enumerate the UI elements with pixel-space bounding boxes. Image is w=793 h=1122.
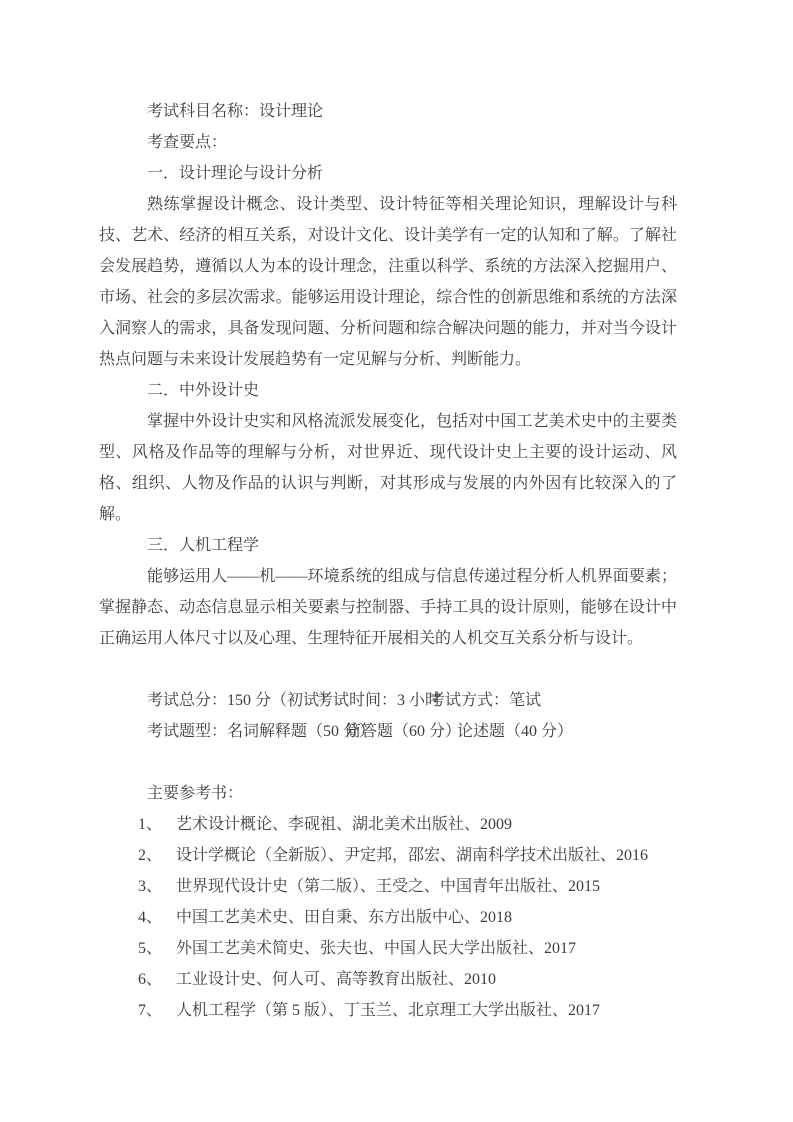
reference-item (99, 809, 677, 840)
exam-time: 考试时间：3 小时 (317, 692, 442, 709)
reference-item (99, 964, 677, 995)
exam-essay: 论述题（40 分） (457, 723, 574, 740)
reference-text: 工业设计史、何人可、高等教育出版社、2010 (176, 971, 497, 988)
reference-text: 人机工程学（第 5 版）、丁玉兰、北京理工大学出版社、2017 (176, 1002, 601, 1019)
reference-text: 中国工艺美术史、田自秉、东方出版中心、2018 (176, 909, 513, 926)
reference-item (99, 995, 677, 1026)
subject-title-line: 考试科目名称：设计理论 (147, 103, 324, 120)
reference-number: 2、 (138, 847, 163, 864)
points-heading-line: 考查要点： (147, 134, 228, 151)
exam-info-row-2 (99, 716, 677, 747)
reference-item (99, 933, 677, 964)
section-1-heading: 一．设计理论与设计分析 (147, 165, 324, 182)
exam-short-answer: 简答题（60 分） (345, 723, 462, 740)
references-heading: 主要参考书： (147, 785, 244, 802)
reference-number: 3、 (138, 878, 163, 895)
reference-number: 5、 (138, 940, 163, 957)
exam-question-types: 考试题型：名词解释题（50 分） (147, 723, 376, 740)
reference-text: 设计学概论（全新版）、尹定邦，邵宏、湖南科学技术出版社、2016 (176, 847, 649, 864)
reference-number: 7、 (138, 1002, 163, 1019)
reference-number: 4、 (138, 909, 163, 926)
section-2-heading: 二．中外设计史 (147, 382, 260, 399)
section-3-heading: 三．人机工程学 (147, 537, 260, 554)
section-2-paragraph: 掌握中外设计史实和风格流派发展变化，包括对中国工艺美术史中的主要类型、风格及作品等的理解与分析，对世界近、现代设计史上主要的设计运动、风格、组织、人物及作品的认识与判断，对其形成与发展的内外因有比较深入的了解。 (99, 413, 677, 523)
reference-item (99, 902, 677, 933)
reference-text: 世界现代设计史（第二版）、王受之、中国青年出版社、2015 (176, 878, 601, 895)
exam-method: 考试方式：笔试 (429, 692, 542, 709)
reference-number: 1、 (138, 816, 163, 833)
section-1-paragraph: 熟练掌握设计概念、设计类型、设计特征等相关理论知识，理解设计与科技、艺术、经济的相互关系，对设计文化、设计美学有一定的认知和了解。了解社会发展趋势，遵循以人为本的设计理念，注重以科学、系统的方法深入挖掘用户、市场、社会的多层次需求。能够运用设计理论，综合性的创新思维和系统的方法深入洞察人的需求，具备发现问题、分析问题和综合解决问题的能力，并对当今设计热点问题与未来设计发展趋势有一定见解与分析、判断能力。 (99, 196, 677, 368)
reference-item (99, 840, 677, 871)
exam-info-row-1 (99, 685, 677, 716)
reference-text: 艺术设计概论、李砚祖、湖北美术出版社、2009 (176, 816, 513, 833)
document-body (99, 96, 677, 1026)
blank-line (99, 654, 677, 685)
blank-line (99, 747, 677, 778)
reference-number: 6、 (138, 971, 163, 988)
reference-item (99, 871, 677, 902)
section-3-paragraph: 能够运用人——机——环境系统的组成与信息传递过程分析人机界面要素；掌握静态、动态信息显示相关要素与控制器、手持工具的设计原则，能够在设计中正确运用人体尺寸以及心理、生理特征开展相关的人机交互关系分析与设计。 (99, 568, 677, 647)
exam-total-score: 考试总分：150 分（初试） (147, 692, 336, 709)
reference-text: 外国工艺美术简史、张夫也、中国人民大学出版社、2017 (176, 940, 577, 957)
